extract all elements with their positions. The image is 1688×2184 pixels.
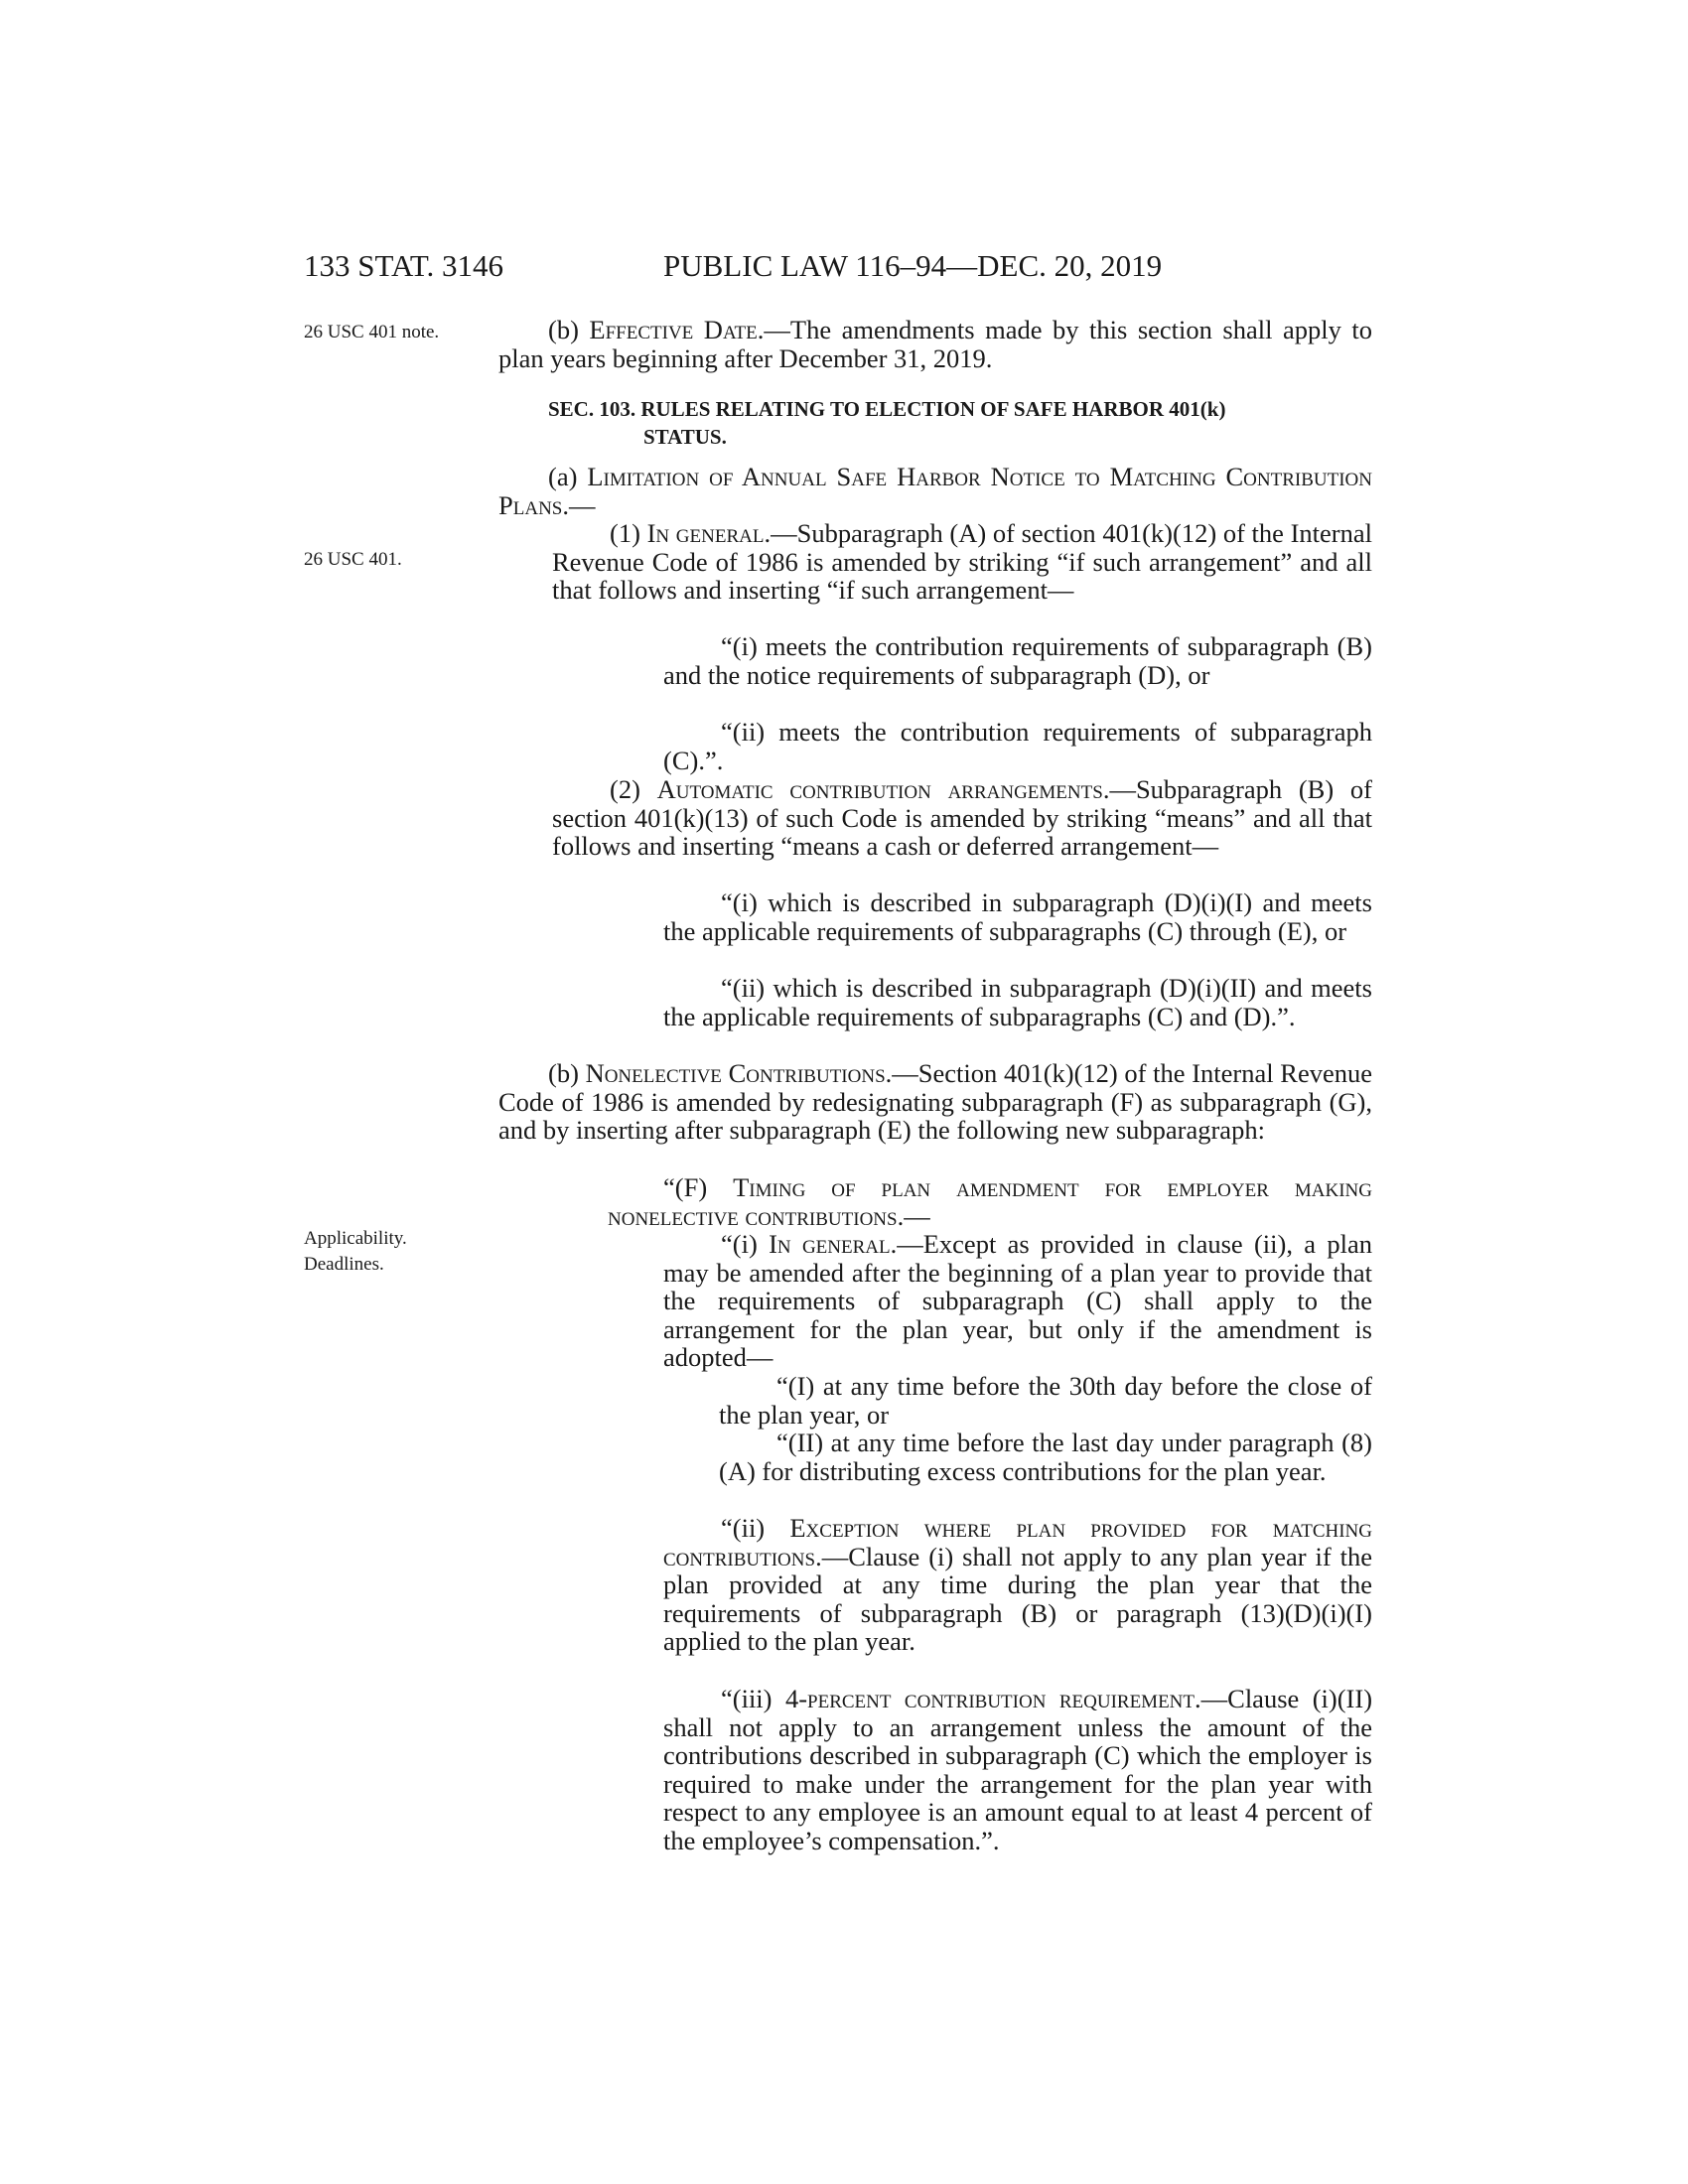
section-heading: SEC. 103. RULES RELATING TO ELECTION OF SAFE HARBOR 401(k): [548, 397, 1226, 421]
subsection-a-heading: (a) Limitation of Annual Safe Harbor Notice to Matching Contribution Plans.—: [498, 462, 1372, 520]
subsection-b-effective-date: (b) Effective Date.—The amendments made by this section shall apply to plan years beginning after December 31, 2019.: [498, 315, 1372, 373]
subsection-b-nonelective: (b) Nonelective Contributions.—Section 401(k)(12) of the Internal Revenue Code of 1986 is amended by redesignating subparagraph (F) as subparagraph (G), and by inserting after subparagraph (E) the following new subparagraph:: [498, 1058, 1372, 1146]
heading: Limitation of Annual Safe Harbor Notice to Matching Contribution Plans: [498, 462, 1372, 520]
clause-a2-i: “(i) which is described in subparagraph (D)(i)(I) and meets the applicable requirements of subparagraphs (C) through (E), or: [663, 887, 1372, 946]
paragraph-text: Except as provided in clause (ii), a plan may be amended after the beginning of a plan year to provide that the requirements of subparagraph (C) shall apply to the arrangement for the plan year, but only if the amendment is adopted—: [663, 1229, 1372, 1373]
paragraph-text: The amendments made by this section shall apply to plan years beginning after December 31, 2019.: [498, 315, 1372, 373]
paragraph-a2: (2) Automatic contribution arrangements.—Subparagraph (B) of section 401(k)(13) of such Code is amended by striking “means” and all that follows and inserting “means a cash or deferred arrangement—: [552, 774, 1372, 862]
page-stat-number: 133 STAT. 3146: [304, 248, 504, 283]
subclause-f-i-II: “(II) at any time before the last day under paragraph (8)(A) for distributing excess contributions for the plan year.: [719, 1428, 1372, 1486]
paragraph-text: Subparagraph (A) of section 401(k)(12) of the Internal Revenue Code of 1986 is amended by striking “if such arrangement” and all that follows and inserting “if such arrangement—: [552, 518, 1373, 606]
paragraph-text: Subparagraph (B) of section 401(k)(13) of such Code is amended by striking “means” and all that follows and inserting “means a cash or deferred arrangement—: [552, 774, 1372, 862]
clause-f-i: “(i) In general.—Except as provided in clause (ii), a plan may be amended after the beginning of a plan year to provide that the requirements of subparagraph (C) shall apply to the arrangement for the plan year, but only if the amendment is adopted—: [663, 1229, 1372, 1373]
page-title: PUBLIC LAW 116–94—DEC. 20, 2019: [663, 248, 1163, 283]
clause-a2-ii: “(ii) which is described in subparagraph (D)(i)(II) and meets the applicable requirements of subparagraphs (C) and (D).”.: [663, 973, 1372, 1031]
clause-f-ii: “(ii) Exception where plan provided for matching contributions.—Clause (i) shall not apply to any plan year if the plan provided at any time during the plan year that the requirements of subparagraph (B) or paragraph (13)(D)(i)(I) applied to the plan year.: [663, 1513, 1372, 1657]
heading: Effective Date: [589, 315, 758, 344]
heading: Exception where plan provided for matching contributions: [663, 1513, 1372, 1571]
paragraph-text: Section 401(k)(12) of the Internal Revenue Code of 1986 is amended by redesignating subparagraph (F) as subparagraph (G), and by inserting after subparagraph (E) the following new subparagraph:: [498, 1058, 1372, 1146]
margin-note-deadlines: Deadlines.: [304, 1254, 384, 1275]
heading: 4-percent contribution requirement: [784, 1684, 1196, 1713]
heading: Nonelective Contributions: [585, 1058, 886, 1088]
margin-note: 26 USC 401.: [304, 549, 402, 570]
section-heading-cont: STATUS.: [643, 425, 727, 449]
clause-f-iii: “(iii) 4-percent contribution requirement.—Clause (i)(II) shall not apply to an arrangement unless the amount of the contributions described in subparagraph (C) which the employer is required to make under the arrangement for the plan year with respect to any employee is an amount equal to at least 4 percent of the employee’s compensation.”.: [663, 1684, 1373, 1855]
subclause-f-i-I: “(I) at any time before the 30th day before the close of the plan year, or: [719, 1371, 1372, 1430]
clause-a1-i: “(i) meets the contribution requirements of subparagraph (B) and the notice requirements of subparagraph (D), or: [663, 631, 1372, 690]
clause-a1-ii: “(ii) meets the contribution requirements of subparagraph (C).”.: [663, 717, 1372, 775]
paragraph-text: Clause (i)(II) shall not apply to an arrangement unless the amount of the contributions described in subparagraph (C) which the employer is required to make under the arrangement for the plan year with respect to any employee is an amount equal to at least 4 percent of the employee’s compensation.”.: [663, 1684, 1373, 1855]
margin-note-applicability: Applicability.: [304, 1228, 407, 1249]
paragraph-a1: (1) In general.—Subparagraph (A) of section 401(k)(12) of the Internal Revenue Code of 1986 is amended by striking “if such arrangement” and all that follows and inserting “if such arrangement—: [552, 518, 1373, 606]
heading: Automatic contribution arrangements: [656, 774, 1103, 804]
heading: In general: [769, 1229, 891, 1259]
heading: Timing of plan amendment for employer making nonelective contributions: [608, 1172, 1372, 1231]
heading: In general: [646, 518, 765, 548]
margin-note: 26 USC 401 note.: [304, 322, 440, 342]
paragraph-text: Clause (i) shall not apply to any plan year if the plan provided at any time during the plan year that the requirements of subparagraph (B) or paragraph (13)(D)(i)(I) applied to the plan year.: [663, 1541, 1372, 1657]
subparagraph-f-heading: “(F) Timing of plan amendment for employer making nonelective contributions.—: [608, 1172, 1372, 1231]
